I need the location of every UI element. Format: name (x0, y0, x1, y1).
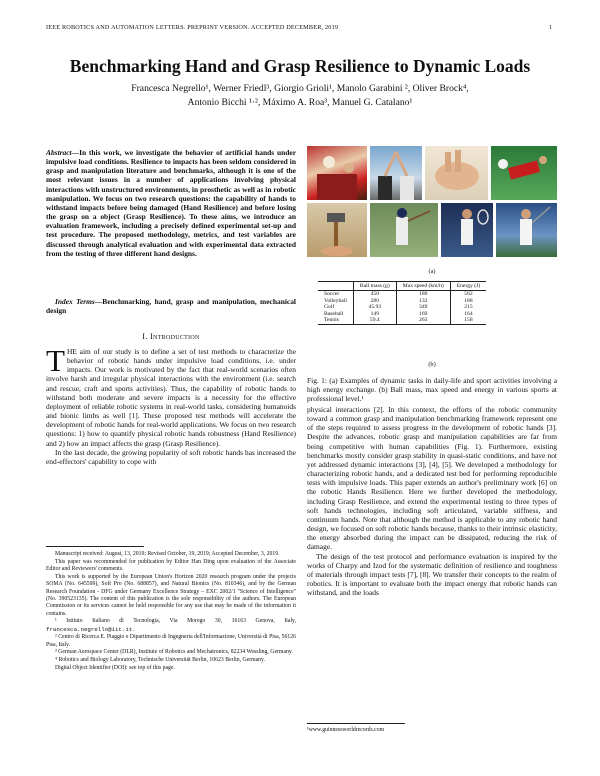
index-terms-text: —Benchmarking, hand, grasp and manipulation, mechanical design (46, 297, 296, 316)
table-cell: 450 (353, 291, 396, 298)
affiliation-1-text: ¹ Istituto Italiano di Tecnologia, Via Morego 30, 16163 Genova, Italy, (55, 618, 296, 625)
figure-photo-grid (307, 146, 557, 258)
photo-high-five (370, 146, 422, 200)
table-cell: 45.93 (353, 304, 396, 311)
footnote-affiliation-4: ⁴ Robotics and Biology Laboratory, Technische Universität Berlin, 10623 Berlin, Germany. (55, 657, 265, 664)
right-paragraph-1: physical interactions [2]. In this context, the efforts of the robotic community toward a common grasp and manipulation benchmarking framework represent one of the steps required to assess progress in the development of robotic hands [3]. Despite the advances, robotic grasp and manipulation capabilities are far from being competitive with human capabilities (Fig. 1). Furthermore, existing benchmarks mostly consider grasp stability in quasi-static conditions, and have not yet addressed dynamic interactions [3], [4], [5]. We developed a methodology for characterizing robotic hands, and a dedicated test bed for performing reproducible tests with impulsive loads. This paper extends an author's preliminary work [6] on the robotic Hands Resilience. Here we further developed the methodology, including Grasp Resilience, and extend the experimental testing to three types of soft hands technologies, including soft articulated, variable stiffness, and continuum hands. Note that although the method is applicable to any robotic hand design, we focused on soft robotic hands because, thanks to their intrinsic elasticity, the energy absorbed during the impact can be dissipated, reducing the risk of damage. (307, 405, 557, 552)
sports-energy-table (318, 281, 486, 325)
figure-label-b: (b) (428, 361, 436, 368)
table-row (318, 291, 486, 298)
intro-paragraph-2: In the last decade, the growing popularity of soft robotic hands has increased the end-effectors' capability to cope with (46, 447, 296, 466)
photo-goalkeeper (491, 146, 557, 200)
abstract-text: —In this work, we investigate the behavior of artificial hands under impulsive load conditions. Resilience to impacts has been seldom considered in grasp and manipulation literature and benchmarks, although it is one of the most relevant issues in a number of applications involving physical interactions with unstructured environments, in prosthetic as well as in robotic manipulation. We focus on two research questions: the capability of hands to withstand impacts before being damaged (Hand Resilience) and before losing the grasp on a object (Grasp Resilience). To these aims, we introduce an evaluation framework, including a precisely defined experimental set-up and test procedure. The proposed methodology, metrics, and test variables are discussed through analytical evaluation and with experimental data extracted from the testing of three different hand designs. (46, 148, 296, 258)
table-cell: 562 (450, 291, 486, 298)
right-paragraph-2: The design of the test protocol and performance evaluation is inspired by the works of Charpy and Izod for the systematic definition of resilience and toughness of materials through impact tests [7], [8]. We transfer their concepts to the realm of robotics. It is important to evaluate both the impact energy that robotic hands can withstand, and the loads (307, 551, 557, 598)
footnote-funding: This work is supported by the European Union's Horizon 2020 research program under the projects SOMA (No. 645599), Soft Pro (No. 688857), and Natural Bionics (No. 810346), and by the German Research Foundation - DFG under Germany Excellence Strategy – EXC 2002/1 "Science of Intelligence" (No. 390523135). The content of this publication is the sole responsibility of the authors. The European Commission or its services cannot be held responsible for any use that may be made of the information it contains. (46, 573, 296, 617)
footnote-rule (46, 546, 144, 547)
photo-golf (496, 203, 557, 257)
footnote-affiliation-1 (46, 618, 296, 634)
footnote-affiliation-3: ³ German Aerospace Center (DLR), Institute of Robotics and Mechatronics, 82234 Wessling, Germany. (55, 649, 293, 656)
table-cell: Baseball (324, 310, 344, 317)
table-cell: 132 (396, 298, 450, 305)
footnote-affiliation-2: ² Centro di Ricerca E. Piaggio e Dipartimento di Ingegneria dell'Informazione, Università di Pisa, 56126 Pisa, Italy. (46, 634, 296, 648)
footnote-editor: This paper was recommended for publication by Editor Han Ding upon evaluation of the Associate Editor and Reviewers' comments. (46, 558, 296, 573)
index-terms (46, 297, 296, 315)
figure-caption: Fig. 1: (a) Examples of dynamic tasks in daily-life and sport activities involving a high energy exchange. (b) Ball mass, max speed and energy in various sports at professional level.¹ (307, 376, 557, 404)
right-footnote[interactable]: ¹www.guinnessworldrecords.com (307, 727, 385, 733)
photo-tennis (441, 203, 493, 257)
photo-grab-hand (425, 146, 488, 200)
intro-p1-text: HE aim of our study is to define a set of test methods to characterize the behavior of robotic hands under impulsive load conditions, i.e. under impacts. Our work is motivated by the fact that real-world scenarios often involve harsh and irregular physical interactions with the environment (i.e. search and rescue, craft and sports activities). Thus, the capability of robotic hands to withstand both moderate and severe impacts is a necessity for the effective deployment of reliable robotic systems in real-world tasks, considering humanoids and bionic limbs as well [1]. These proposed test methods will accelerate the development of robotic hands for real-world applications. We focus on two research questions: 1) how to quantify physical robotic hands robustness (Hand Resilience) and 2) how an impact affects the grasp (Grasp Resilience). (46, 347, 296, 448)
table-cell: Tennis (324, 317, 339, 323)
abstract-label: Abstract (46, 148, 72, 157)
intro-body (46, 343, 296, 466)
table-header-cell: Max speed (km/h) (396, 282, 450, 291)
table-cell: 164 (450, 311, 486, 318)
table-header-cell (318, 282, 353, 291)
author-email-link[interactable]: francesca.negrello@iit.it. (46, 625, 136, 633)
figure-label-a: (a) (428, 268, 436, 275)
section-heading (46, 332, 296, 341)
table-row (318, 317, 486, 324)
table-cell: Volleyball (324, 297, 347, 304)
photo-hammer (307, 203, 367, 257)
table-cell: 263 (396, 317, 450, 324)
table-cell: Golf (324, 304, 335, 310)
author-list (40, 82, 560, 110)
abstract (46, 148, 296, 258)
table-header-cell: Ball mass (g) (353, 282, 396, 291)
right-footnote-rule (307, 723, 405, 724)
footnote-doi: Digital Object Identifier (DOI): see top of this page. (55, 664, 175, 671)
table-cell: 59.4 (353, 317, 396, 324)
author-line-1: Francesca Negrello¹, Werner Friedl³, Giorgio Grioli¹, Manolo Garabini ², Oliver Brock⁴, (131, 83, 469, 94)
footnote-received: Manuscript received: August, 13, 2019; Revised October, 19, 2019; Accepted December, 3, 2019. (55, 551, 280, 557)
author-line-2: Antonio Bicchi ¹·², Máximo A. Roa³, Manuel G. Catalano¹ (187, 97, 413, 108)
right-column-body (307, 405, 557, 597)
page-number: 1 (549, 24, 553, 31)
footnotes (46, 551, 296, 673)
section-number: I. (142, 332, 148, 341)
drop-cap: T (46, 343, 65, 378)
running-head: IEEE ROBOTICS AND AUTOMATION LETTERS. PREPRINT VERSION. ACCEPTED DECEMBER, 2019 (46, 24, 339, 31)
section-title: Introduction (150, 332, 200, 341)
table-cell: 158 (450, 317, 486, 324)
table-cell: 280 (353, 298, 396, 305)
photo-volleyball-block (307, 146, 367, 200)
table-header-cell: Energy (J) (450, 282, 486, 291)
table-cell: Soccer (324, 291, 340, 297)
table-cell: 169 (396, 311, 450, 318)
table-cell: 188 (450, 298, 486, 305)
table-cell: 149 (353, 311, 396, 318)
photo-baseball (370, 203, 438, 257)
index-terms-label: Index Terms (55, 297, 95, 306)
paper-title: Benchmarking Hand and Grasp Resilience to Dynamic Loads (69, 56, 531, 76)
table-cell: 215 (450, 304, 486, 311)
table-cell: 180 (396, 291, 450, 298)
table-header-row (318, 282, 486, 291)
table-cell: 349 (396, 304, 450, 311)
intro-paragraph-1 (46, 343, 296, 448)
